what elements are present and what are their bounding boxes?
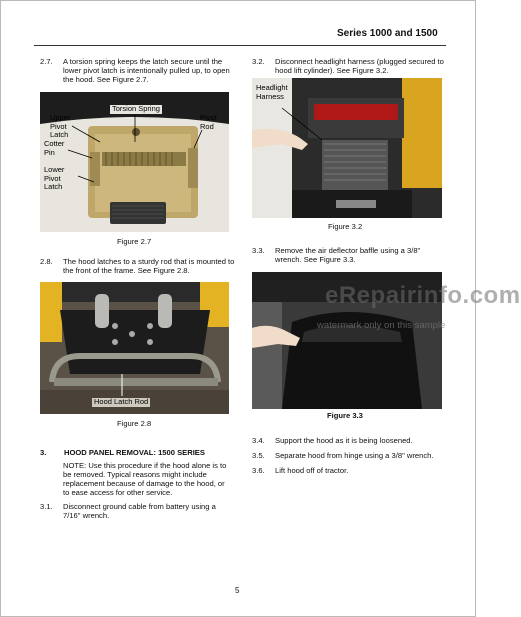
figure-3-2-caption: Figure 3.2	[328, 222, 363, 231]
figure-2-8-caption: Figure 2.8	[117, 419, 152, 428]
label-pivot-rod: Pivot Rod	[200, 113, 217, 131]
watermark-site: eRepairinfo.com	[325, 282, 521, 309]
label-torsion-spring: Torsion Spring	[112, 104, 160, 113]
step-text: A torsion spring keeps the latch secure until the lower pivot latch is intentionally pulled up, to open the hood. See Figure 2.7.	[63, 57, 230, 85]
step-number: 3.1.	[40, 502, 53, 511]
step-text: Remove the air deflector baffle using a 3/8" wrench. See Figure 3.3.	[275, 246, 421, 265]
figure-2-7-photo	[40, 92, 229, 232]
step-text: Lift hood off of tractor.	[275, 466, 349, 475]
label-headlight-harness: Headlight Harness	[256, 83, 288, 101]
series-title: Series 1000 and 1500	[337, 28, 438, 39]
section-number: 3.	[40, 448, 47, 457]
figure-3-2-photo	[252, 78, 442, 218]
label-hood-latch-rod: Hood Latch Rod	[94, 397, 149, 406]
label-cotter-pin: Cotter Pin	[44, 139, 65, 157]
note-paragraph: NOTE: Use this procedure if the hood alone is to be removed. Typical reasons might include replacement because of damage to the hood, or to ease access for other service.	[63, 461, 227, 497]
page-number: 5	[235, 586, 240, 595]
watermark-sample-note: watermark only on this sample	[317, 320, 446, 331]
step-text: The hood latches to a sturdy rod that is mounted to the front of the frame. See Figure 2.8.	[63, 257, 235, 276]
step-number: 2.8.	[40, 257, 53, 266]
step-number: 3.2.	[252, 57, 265, 66]
header-rule	[34, 45, 446, 46]
step-text: Separate hood from hinge using a 3/8" wrench.	[275, 451, 434, 460]
figure-2-8-photo	[40, 282, 229, 414]
figure-3-3-caption: Figure 3.3	[327, 411, 363, 420]
step-number: 3.3.	[252, 246, 265, 255]
step-number: 2.7.	[40, 57, 53, 66]
step-text: Disconnect ground cable from battery using a 7/16" wrench.	[63, 502, 216, 521]
section-title: HOOD PANEL REMOVAL: 1500 SERIES	[64, 448, 205, 457]
step-number: 3.4.	[252, 436, 265, 445]
hood-latch-rod-image	[40, 282, 229, 414]
label-lower-pivot-latch: Lower Pivot Latch	[44, 165, 65, 191]
label-upper-pivot-latch: Upper Pivot Latch	[50, 113, 71, 139]
step-text: Disconnect headlight harness (plugged secured to hood lift cylinder). See Figure 3.2.	[275, 57, 444, 76]
step-number: 3.5.	[252, 451, 265, 460]
step-text: Support the hood as it is being loosened.	[275, 436, 413, 445]
figure-2-7-caption: Figure 2.7	[117, 237, 152, 246]
step-number: 3.6.	[252, 466, 265, 475]
section-3-heading	[40, 448, 205, 457]
